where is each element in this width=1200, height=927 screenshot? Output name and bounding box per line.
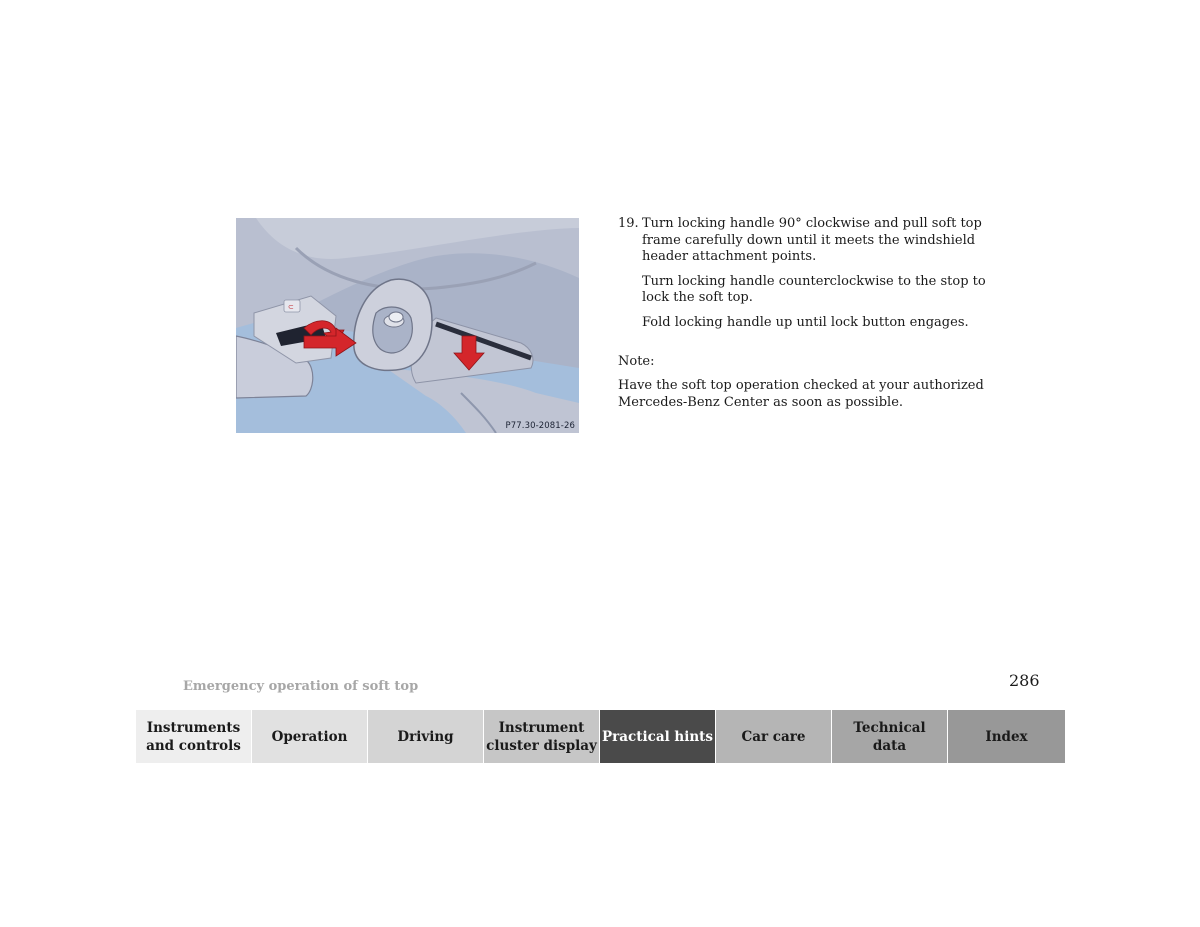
step-paragraph: Turn locking handle 90° clockwise and pull soft top frame carefully down until it meets the windshield header attachment points. (642, 216, 982, 265)
step-number: 19. (618, 216, 639, 231)
instruction-text (618, 216, 988, 411)
soft-top-illustration (236, 218, 579, 433)
tab-practical-hints[interactable]: Practical hints (600, 710, 716, 763)
page-number: 286 (1009, 671, 1040, 690)
locking-handle-diagram (236, 218, 579, 433)
tab-operation[interactable]: Operation (252, 710, 368, 763)
chapter-tabs (136, 710, 1065, 763)
section-title: Emergency operation of soft top (183, 679, 419, 694)
tab-instruments-and-controls[interactable]: Instruments and controls (136, 710, 252, 763)
tab-index[interactable]: Index (948, 710, 1065, 763)
figure-code: P77.30-2081-26 (505, 421, 575, 431)
step-body (642, 216, 988, 340)
step-paragraph: Turn locking handle counterclockwise to the stop to lock the soft top. (642, 273, 986, 306)
tab-driving[interactable]: Driving (368, 710, 484, 763)
tab-car-care[interactable]: Car care (716, 710, 832, 763)
step-19 (618, 216, 988, 340)
step-paragraph: Fold locking handle up until lock button engages. (642, 314, 969, 330)
tab-technical-data[interactable]: Technical data (832, 710, 948, 763)
tab-instrument-cluster-display[interactable]: Instrument cluster display (484, 710, 600, 763)
svg-text:⊂: ⊂ (288, 303, 294, 311)
note-text: Have the soft top operation checked at your authorized Mercedes-Benz Center as soon as possible. (618, 378, 984, 410)
note-label: Note: (618, 353, 655, 369)
